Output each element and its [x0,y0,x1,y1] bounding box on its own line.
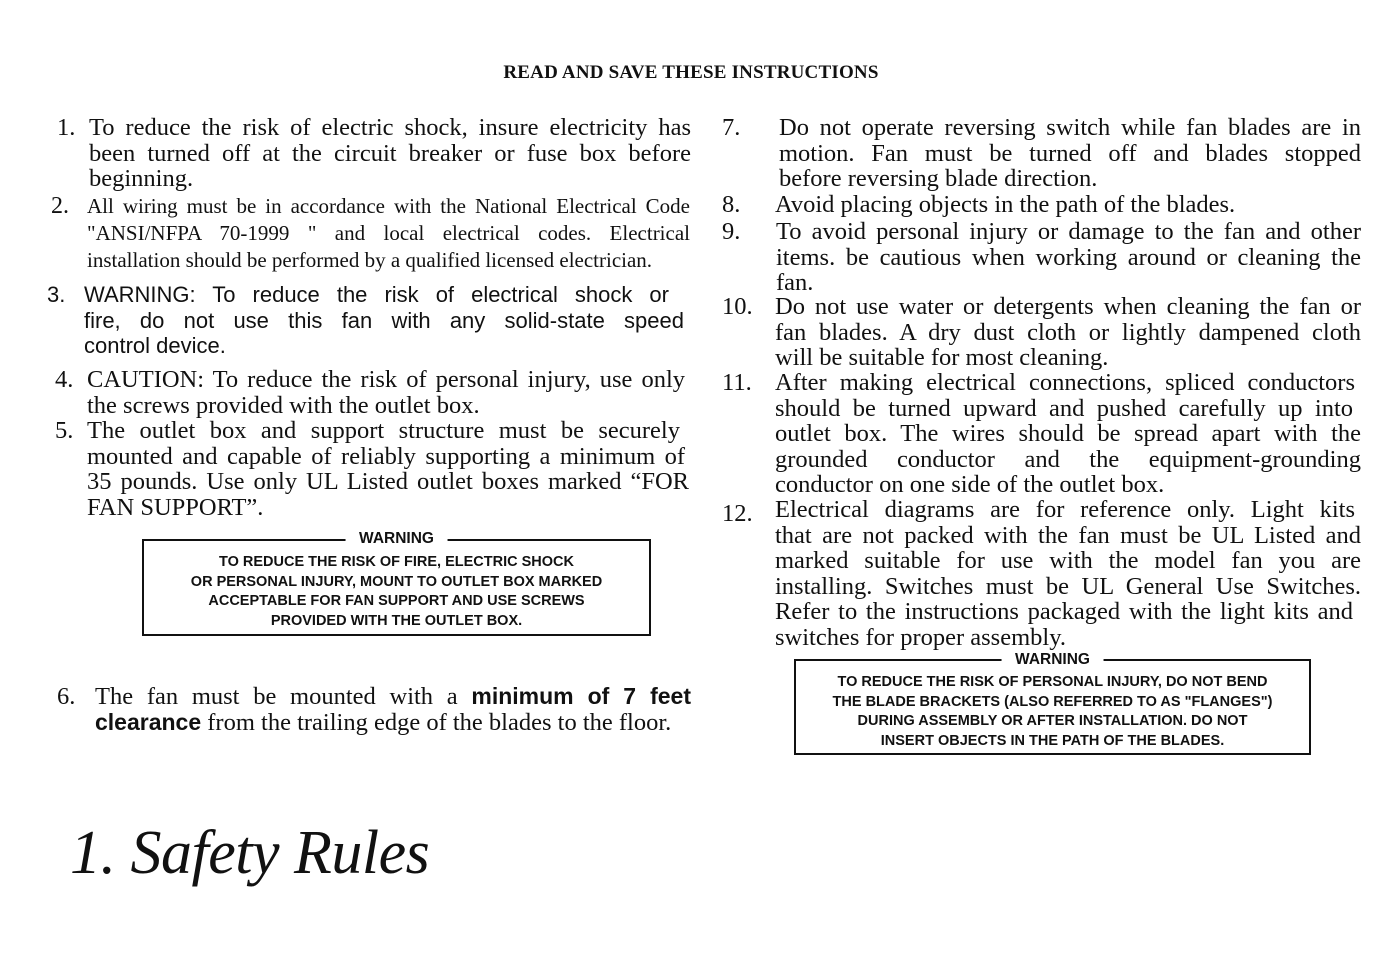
item-number: 4. [55,366,74,393]
item-line: installation should be performed by a qualified licensed electrician. [87,248,653,272]
warning-line: PROVIDED WITH THE OUTLET BOX. [270,612,523,629]
warning-line: THE BLADE BRACKETS (ALSO REFERRED TO AS "FLANGES") [832,693,1273,710]
item-line: fan blades. A dry dust cloth or lightly dampened cloth [775,318,1361,346]
item-line: grounded conductor and the equipment-grounding [775,445,1361,473]
item-number: 10. [722,293,753,320]
item-line: will be suitable for most cleaning. [775,344,1109,371]
warning-line: OR PERSONAL INJURY, MOUNT TO OUTLET BOX MARKED [190,573,603,590]
warning-box [794,651,1311,755]
item-line: 35 pounds. Use only UL Listed outlet boxes marked “FOR [87,468,689,495]
item-number: 5. [55,417,74,444]
warning-line: DURING ASSEMBLY OR AFTER INSTALLATION. DO NOT [857,713,1248,729]
item-line: outlet box. The wires should be spread apart with the [775,420,1361,447]
item-line: To avoid personal injury or damage to the fan and other [776,218,1361,245]
item-line: fire, do not use this fan with any solid-state speed [84,307,684,333]
item-number: 1. [57,114,76,141]
item-line: clearance from the trailing edge of the blades to the floor. [95,708,672,736]
item-line: The fan must be mounted with a minimum of 7 feet [95,683,691,710]
warning-title: WARNING [1001,650,1104,670]
item-line: installing. Switches must be UL General Use Switches. [775,572,1361,600]
item-number: 9. [722,218,741,245]
item-number: 12. [722,500,753,527]
item-number: 8. [722,191,741,218]
item-line: Electrical diagrams are for reference only. Light kits [775,496,1355,523]
section-title: 1. Safety Rules [70,819,430,887]
warning-line: INSERT OBJECTS IN THE PATH OF THE BLADES. [880,732,1225,749]
item-line: CAUTION: To reduce the risk of personal injury, use only [87,366,685,393]
warning-box [142,530,651,636]
item-line: beginning. [89,165,194,192]
item-number: 11. [722,369,752,396]
item-line: been turned off at the circuit breaker or fuse box before [89,139,691,167]
warning-line: TO REDUCE THE RISK OF PERSONAL INJURY, DO NOT BEND [837,674,1268,690]
item-line: Do not use water or detergents when cleaning the fan or [775,293,1361,320]
item-line: Avoid placing objects in the path of the blades. [775,191,1236,218]
item-line: control device. [84,333,226,358]
warning-line: ACCEPTABLE FOR FAN SUPPORT AND USE SCREWS [208,593,585,609]
item-line: Refer to the instructions packaged with the light kits and [775,598,1353,625]
item-line: Do not operate reversing switch while fan blades are in [779,114,1361,141]
item-line: conductor on one side of the outlet box. [775,471,1165,498]
page-header: READ AND SAVE THESE INSTRUCTIONS [503,62,879,83]
item-line: the screws provided with the outlet box. [87,391,480,419]
item-line: The outlet box and support structure must be securely [87,417,680,444]
item-line: switches for proper assembly. [775,623,1066,651]
item-line: motion. Fan must be turned off and blades stopped [779,139,1361,167]
item-line: marked suitable for use with the model fan you are [775,547,1361,574]
item-line: items. be cautious when working around or cleaning the [776,243,1361,271]
item-line: mounted and capable of reliably supporting a minimum of [87,442,685,470]
item-line: fan. [776,269,814,296]
item-number: 2. [51,193,69,219]
warning-line: TO REDUCE THE RISK OF FIRE, ELECTRIC SHOCK [218,554,574,570]
item-line: should be turned upward and pushed carefully up into [775,394,1353,422]
item-line: WARNING: To reduce the risk of electrical shock or [84,282,669,307]
item-number: 3. [47,282,66,307]
item-line: that are not packed with the fan must be UL Listed and [775,521,1361,549]
item-line: All wiring must be in accordance with the National Electrical Code [87,194,690,218]
item-line: "ANSI/NFPA 70-1999 " and local electrical codes. Electrical [87,221,690,245]
item-line: before reversing blade direction. [779,165,1098,192]
item-line: To reduce the risk of electric shock, insure electricity has [89,114,691,141]
item-line: FAN SUPPORT”. [87,493,264,521]
item-line: After making electrical connections, spliced conductors [775,369,1355,396]
warning-title: WARNING [345,529,448,549]
item-number: 7. [722,114,741,141]
item-number: 6. [57,683,76,710]
